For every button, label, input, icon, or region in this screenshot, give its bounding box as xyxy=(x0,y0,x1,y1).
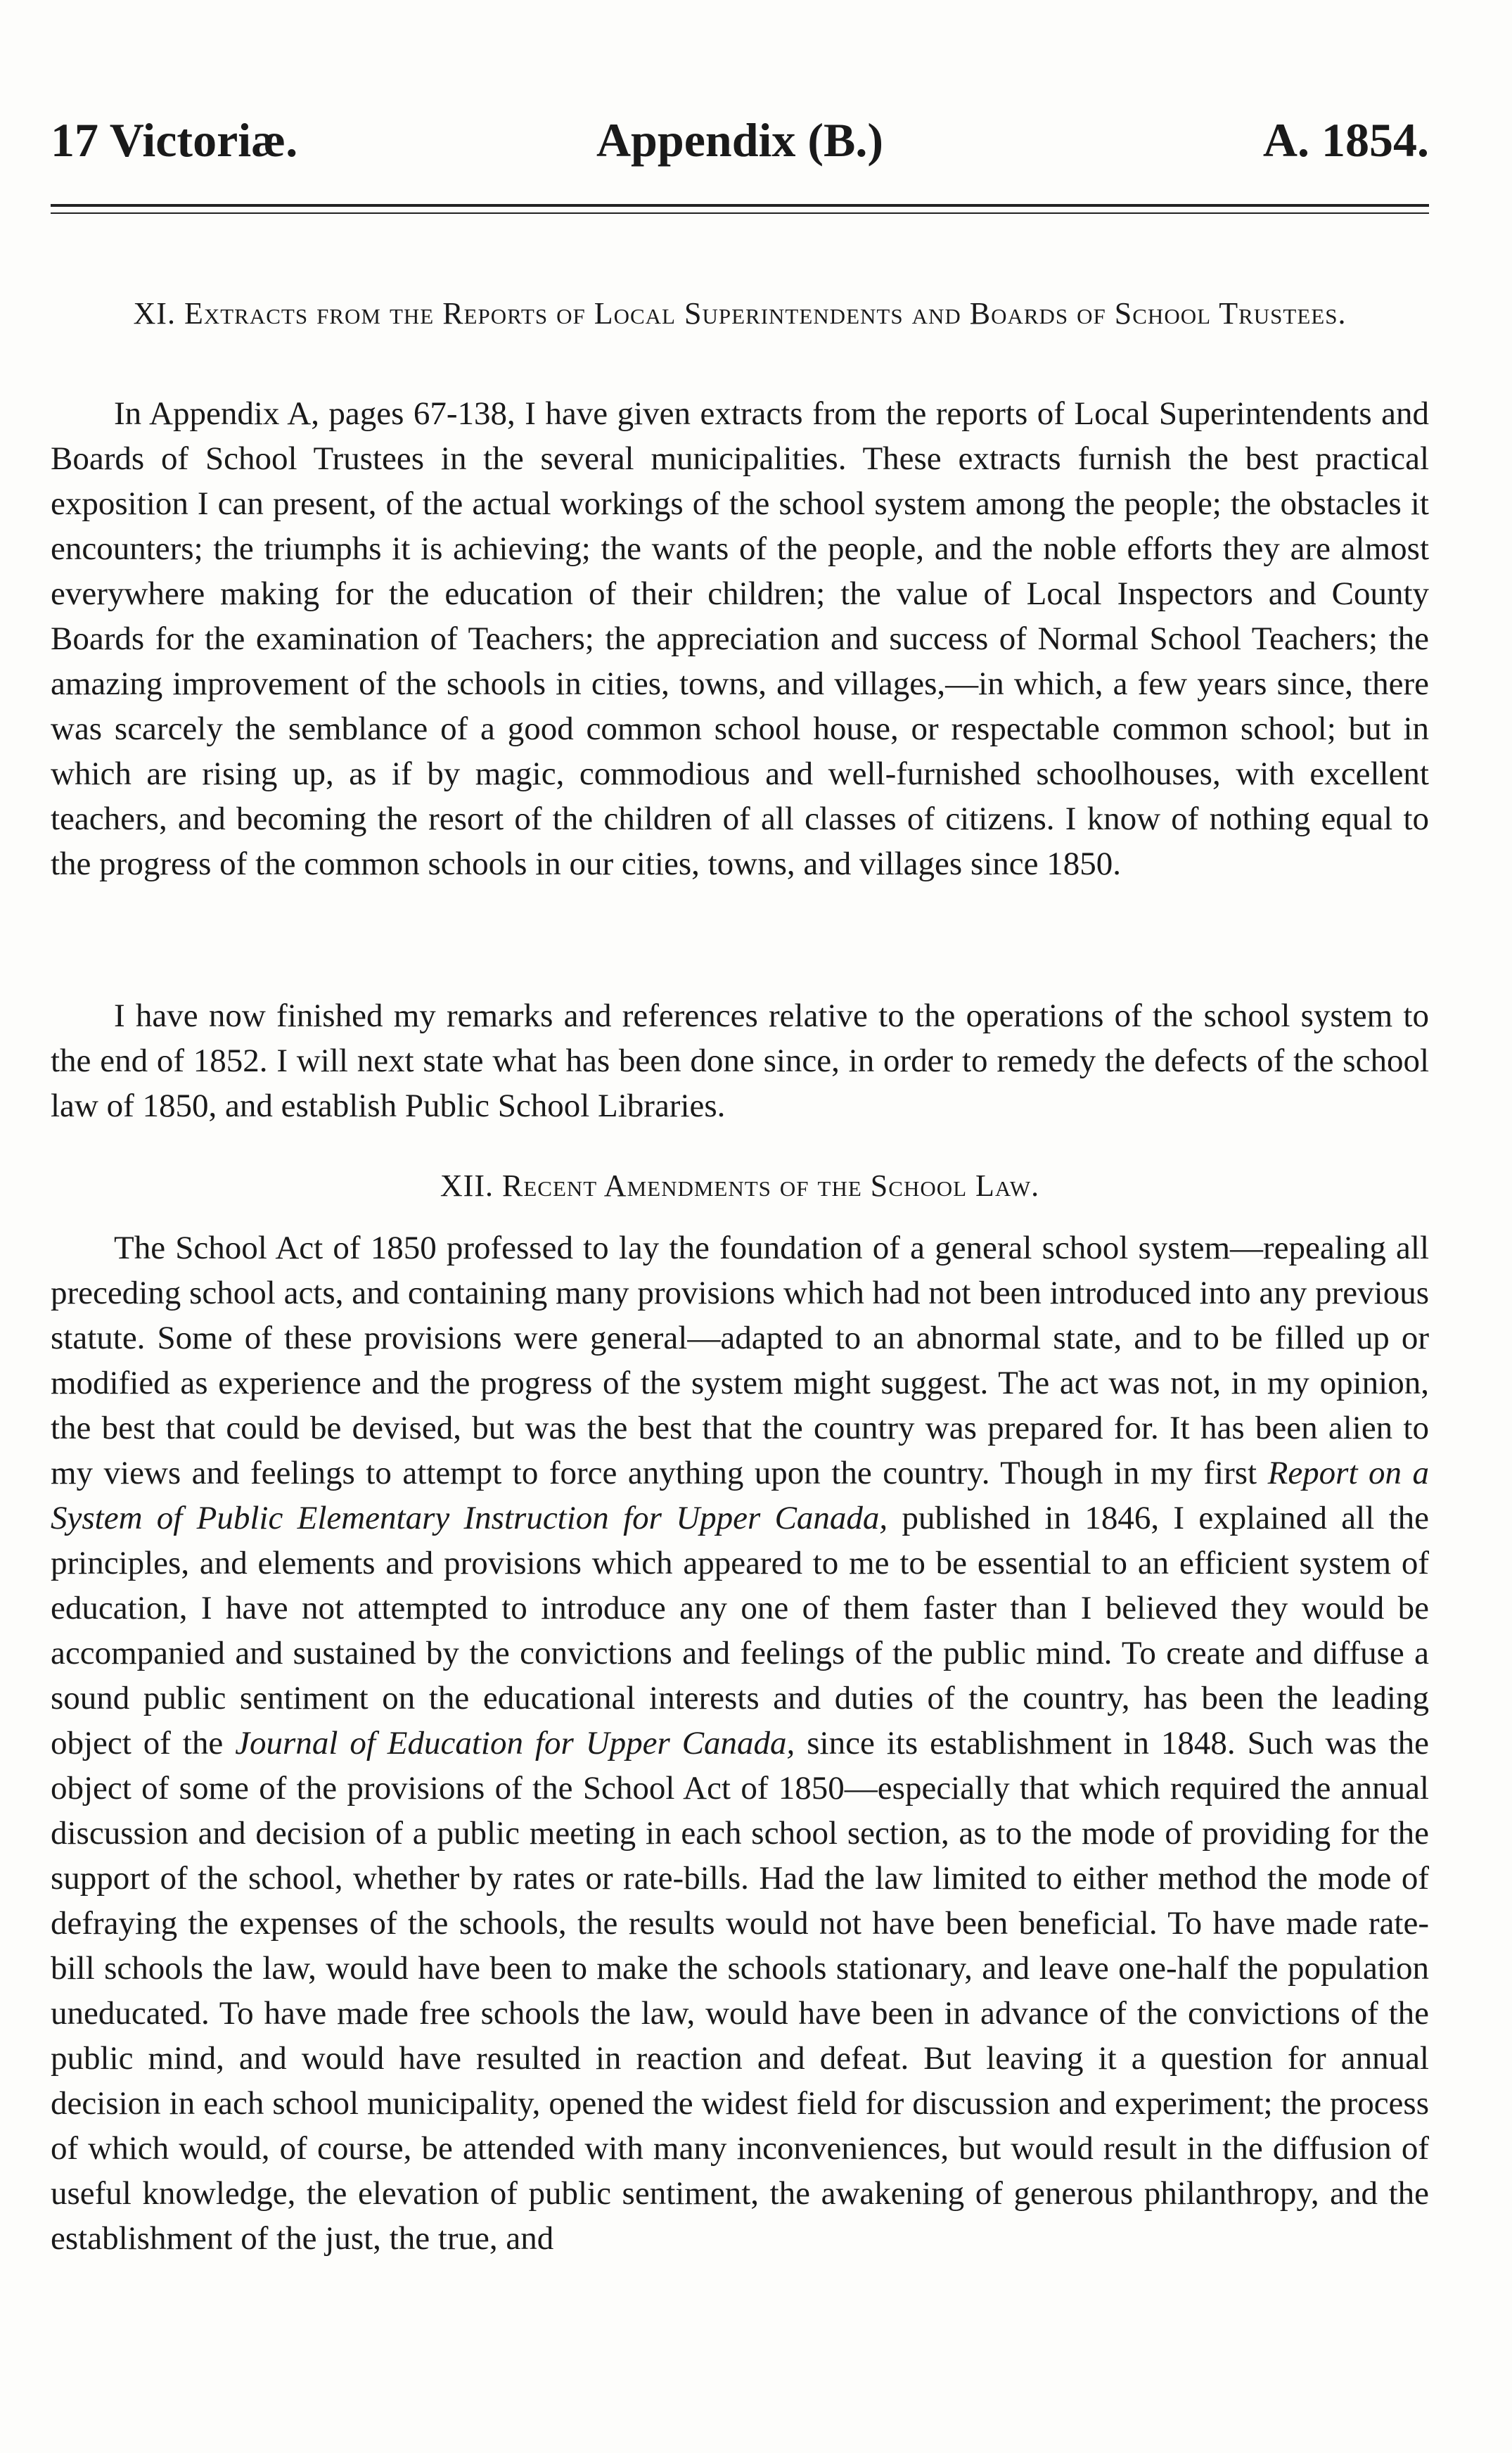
section-xi-closing-paragraph: I have now finished my remarks and references relative to the operations of the school system to the end of 1852. I will next state what has been done since, in order to remedy the defects of the school law of 1850, and establish Public School Libraries. xyxy=(51,998,1429,1124)
section-xii-number: XII. xyxy=(440,1168,494,1203)
section-xi-number: XI. xyxy=(133,296,176,331)
section-xii-text-part2: published in 1846, I explained all the principles, and elements and provisions which appeared to me to be essential to an efficient system of education, I have not attempted to introduce any one of them faster than I believed they would be accompanied and sustained by the convictions and feelings of the public mind. To create and diffuse a sound public sentiment on the educational interests and duties of the country, has been the leading object of the xyxy=(51,1500,1429,1761)
section-xi-paragraph: In Appendix A, pages 67-138, I have given extracts from the reports of Local Superintendents and Boards of School Trustees in the several municipalities. These extracts furnish the best practical exposition I can present, of the actual workings of the school system among the people; the obstacles it encounters; the triumphs it is achieving; the wants of the people, and the noble efforts they are almost everywhere making for the education of their children; the value of Local Inspectors and County Boards for the examination of Teachers; the appreciation and success of Normal School Teachers; the amazing improvement of the schools in cities, towns, and villages,—in which, a few years since, there was scarcely the semblance of a good common school house, or respectable common school; but in which are rising up, as if by magic, commodious and well-furnished schoolhouses, with excellent teachers, and becoming the resort of the children of all classes of citizens. I know of nothing equal to the progress of the common schools in our cities, towns, and villages since 1850. xyxy=(51,395,1429,882)
section-xii-paragraph xyxy=(51,1225,1429,2261)
header-appendix: Appendix (B.) xyxy=(596,113,884,167)
section-xii-heading xyxy=(51,1166,1429,1206)
section-xi-heading xyxy=(51,294,1429,333)
section-xii-text-part1: The School Act of 1850 professed to lay the foundation of a general school system—repealing all preceding school acts, and containing many provisions which had not been introduced into any previous statute. Some of these provisions were general—adapted to an abnormal state, and to be filled up or modified as experience and the progress of the system might suggest. The act was not, in my opinion, the best that could be devised, but was the best that the country was prepared for. It has been alien to my views and feelings to attempt to force anything upon the country. Though in my first xyxy=(51,1230,1429,1491)
journal-title-italic: Journal of Education for Upper Canada, xyxy=(235,1725,795,1761)
header-rule-thick xyxy=(51,204,1429,207)
section-xii-text-part3: since its establishment in 1848. Such was the object of some of the provisions of the School Act of 1850—especially that which required the annual discussion and decision of a public meeting in each school section, as to the mode of providing for the support of the school, whether by rates or rate-bills. Had the law limited to either method the mode of defraying the expenses of the schools, the results would not have been beneficial. To have made rate-bill schools the law, would have been to make the schools stationary, and leave one-half the population uneducated. To have made free schools the law, would have been in advance of the convictions of the public mind, and would have resulted in reaction and defeat. But leaving it a question for annual decision in each school municipality, opened the widest field for discussion and experiment; the process of which would, of course, be attended with many inconveniences, but would result in the diffusion of useful knowledge, the elevation of public sentiment, the awakening of generous philanthropy, and the establishment of the just, the true, and xyxy=(51,1725,1429,2257)
header-rule-thin xyxy=(51,212,1429,214)
section-xi-title: Extracts from the Reports of Local Superintendents and Boards of School Trustees. xyxy=(184,296,1347,331)
header-session: 17 Victoriæ. xyxy=(51,113,298,167)
section-xii-title: Recent Amendments of the School Law. xyxy=(502,1168,1040,1203)
header-year: A. 1854. xyxy=(1262,113,1429,167)
page-header xyxy=(51,113,1429,190)
report-title-italic: Report on a System of Public Elementary Instruction for Upper Canada, xyxy=(51,1455,1430,1536)
